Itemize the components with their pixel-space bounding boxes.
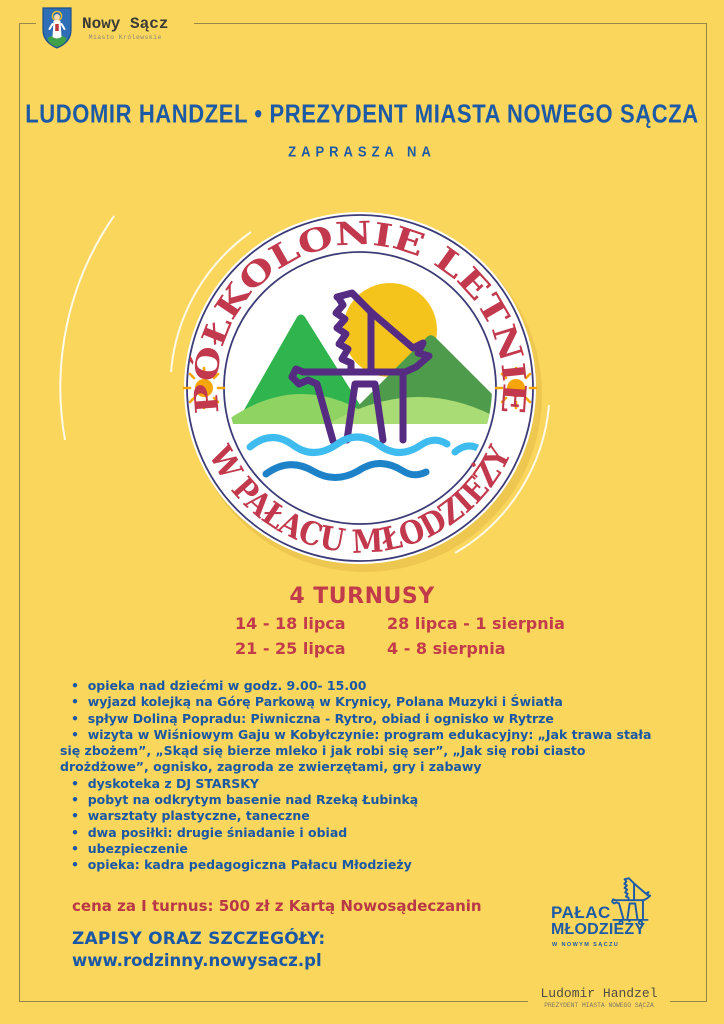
lajkonik-cart-icon	[610, 876, 652, 926]
signup-url[interactable]: www.rodzinny.nowysacz.pl	[72, 951, 322, 970]
list-item: • warsztaty plastyczne, taneczne	[60, 808, 660, 824]
signature-block	[528, 984, 670, 1013]
list-item: • pobyt na odkrytym basenie nad Rzeką Łubinką	[60, 792, 660, 808]
date-item: 4 - 8 sierpnia	[387, 639, 506, 658]
palac-mlodziezy-logo	[548, 876, 668, 956]
poster-subheader: ZAPRASZA NA	[288, 143, 436, 160]
signup-label: ZAPISY ORAZ SZCZEGÓŁY:	[72, 929, 326, 949]
list-item: • spływ Doliną Popradu: Piwniczna - Rytro, obiad i ognisko w Rytrze	[60, 711, 660, 727]
price-line: cena za I turnus: 500 zł z Kartą Nowosądeczanin	[72, 897, 482, 915]
list-item: • wizyta w Wiśniowym Gaju w Kobyłczynie: program edukacyjny: „Jak trawa stała się zbożem”, „Skąd się bierze mleko i jak robi się ser”, „Jak się robi ciasto drożdżowe”, ognisko, zagroda ze zwierzętami, gry i zabawy	[60, 727, 660, 776]
emblem-arc-bottom: W PAŁACU MŁODZIEŻY	[201, 437, 520, 561]
turnusy-title: 4 TURNUSY	[289, 584, 435, 609]
city-subtitle: Miasto Królewskie	[88, 34, 162, 41]
turnusy-dates	[235, 614, 565, 658]
list-item: • dwa posiłki: drugie śniadanie i obiad	[60, 825, 660, 841]
date-item: 28 lipca - 1 sierpnia	[387, 614, 565, 633]
list-item: • wyjazd kolejką na Górę Parkową w Krynicy, Polana Muzyki i Światła	[60, 694, 660, 710]
poster-header: LUDOMIR HANDZEL • PREZYDENT MIASTA NOWEGO SĄCZA	[25, 98, 699, 129]
emblem-arc-top: PÓŁKOLONIE LETNIE	[186, 214, 534, 416]
city-coat-of-arms-icon	[42, 7, 72, 49]
date-item: 14 - 18 lipca	[235, 614, 346, 633]
palac-logo-line3: W NOWYM SĄCZU	[552, 942, 620, 948]
city-logo	[36, 4, 194, 52]
signature-name: Ludomir Handzel	[540, 986, 658, 1001]
list-item: • opieka nad dziećmi w godz. 9.00- 15.00	[60, 678, 660, 694]
list-item: • dyskoteka z DJ STARSKY	[60, 776, 660, 792]
palac-logo-line2: MŁODZIEŻY	[551, 921, 646, 938]
signature-title: PREZYDENT MIASTA NOWEGO SĄCZA	[544, 1002, 654, 1009]
program-list	[60, 678, 660, 874]
list-item: • opieka: kadra pedagogiczna Pałacu Młodzieży	[60, 857, 660, 873]
palac-logo-line1: PAŁAC	[551, 903, 611, 922]
city-name: Nowy Sącz	[82, 15, 169, 33]
date-item: 21 - 25 lipca	[235, 639, 346, 658]
list-item: • ubezpieczenie	[60, 841, 660, 857]
